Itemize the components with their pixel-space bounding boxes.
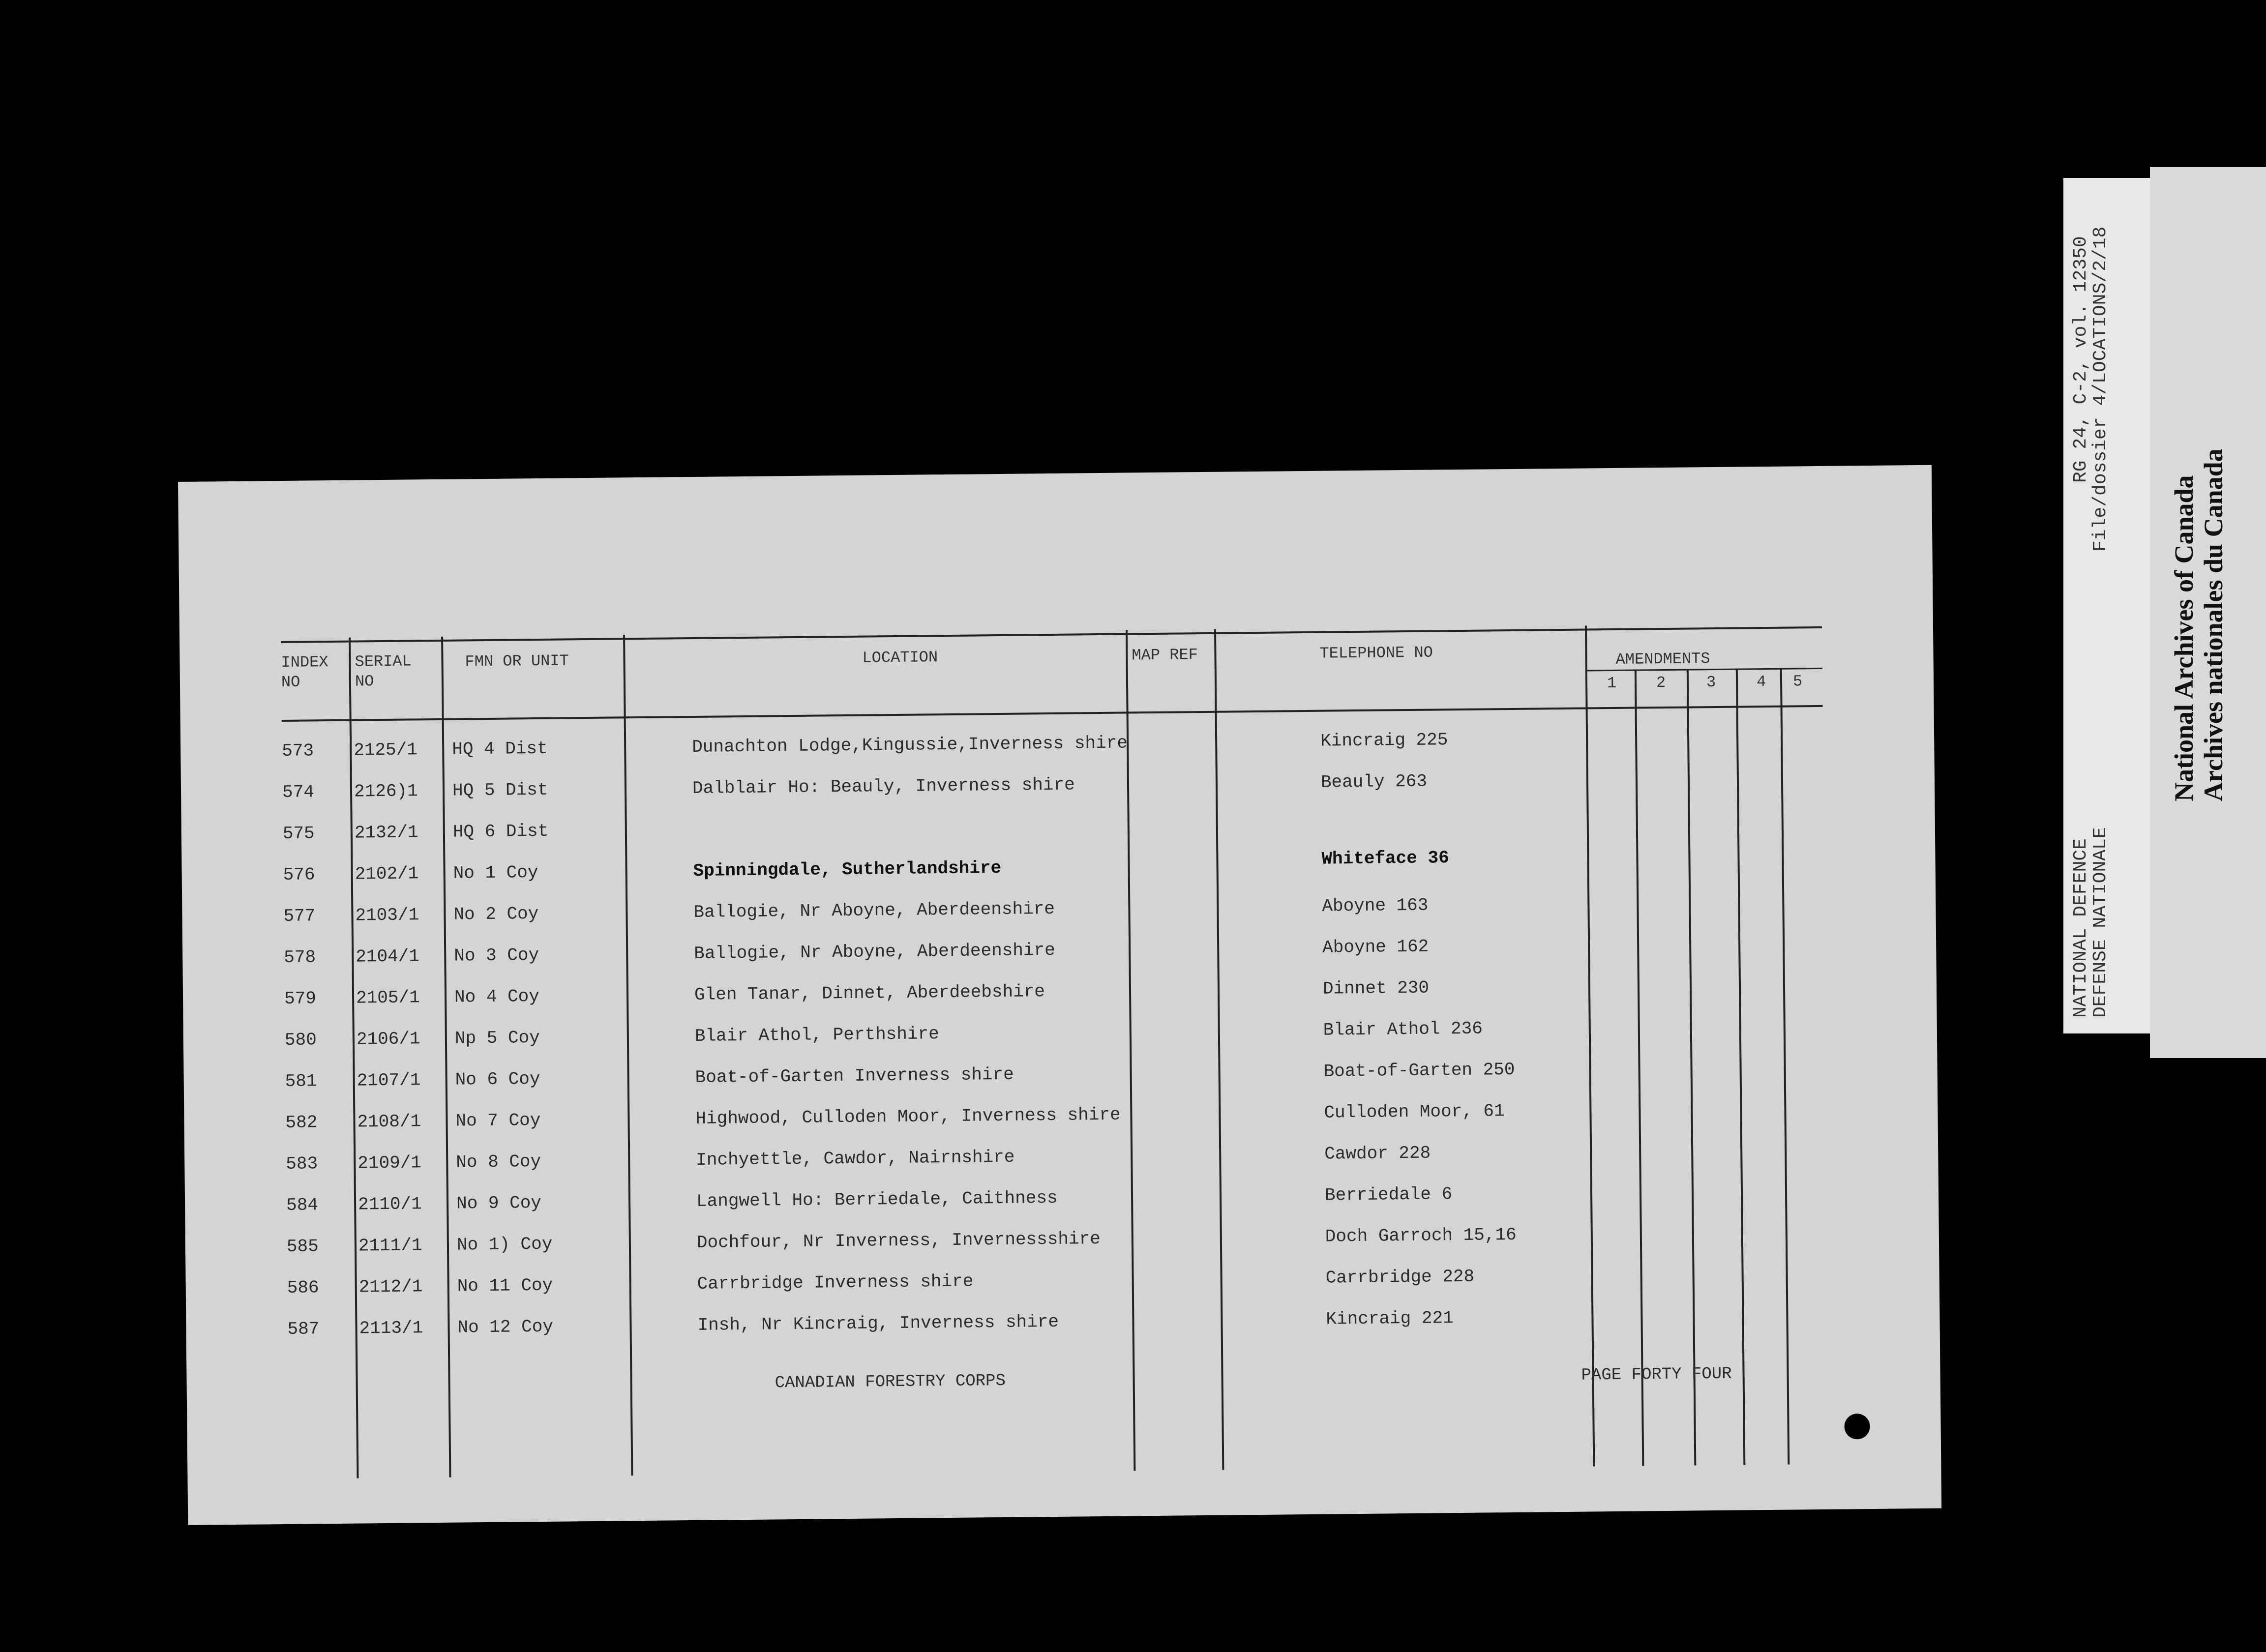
cell-location: Inchyettle, Cawdor, Nairnshire — [696, 1147, 1015, 1170]
cell-location: Spinningdale, Sutherlandshire — [693, 857, 1002, 881]
cell-telephone: Whiteface 36 — [1321, 848, 1449, 869]
cell-index: 573 — [282, 740, 314, 761]
cell-index: 580 — [284, 1030, 317, 1050]
cell-unit: No 6 Coy — [455, 1068, 540, 1090]
cell-index: 579 — [284, 988, 317, 1009]
amend-col-3: 3 — [1706, 673, 1716, 692]
cell-telephone: Kincraig 225 — [1320, 730, 1448, 751]
cell-location: Glen Tanar, Dinnet, Aberdeebshire — [694, 981, 1045, 1005]
archive-reference-label — [2063, 178, 2160, 1033]
cell-location: Ballogie, Nr Aboyne, Aberdeenshire — [694, 940, 1055, 964]
file-text: File/dossier 4/LOCATIONS/2/18 — [2090, 226, 2111, 552]
cell-location: Langwell Ho: Berriedale, Caithness — [696, 1187, 1058, 1211]
cell-telephone: Culloden Moor, 61 — [1324, 1101, 1505, 1123]
cell-serial: 2110/1 — [358, 1194, 422, 1215]
cell-index: 582 — [285, 1112, 318, 1133]
amend-col-4: 4 — [1756, 673, 1766, 691]
cell-serial: 2107/1 — [357, 1070, 421, 1091]
header-location: LOCATION — [862, 648, 938, 667]
header-serial-no: SERIAL NO — [355, 652, 412, 691]
cell-unit: No 12 Coy — [457, 1316, 554, 1338]
cell-index: 574 — [282, 782, 315, 802]
cell-serial: 2111/1 — [358, 1235, 422, 1256]
cell-location: Dalblair Ho: Beauly, Inverness shire — [692, 774, 1075, 798]
cell-serial: 2126)1 — [354, 781, 418, 802]
cell-unit: HQ 5 Dist — [452, 779, 548, 801]
cell-serial: 2132/1 — [354, 822, 418, 843]
cell-index: 586 — [287, 1277, 319, 1298]
cell-index: 575 — [282, 823, 315, 844]
cell-unit: No 1) Coy — [456, 1234, 553, 1255]
cell-index: 584 — [286, 1195, 319, 1215]
archives-fr-text: Archives nationales du Canada — [2199, 448, 2228, 801]
cell-index: 581 — [285, 1071, 317, 1092]
header-map-ref: MAP REF — [1132, 646, 1198, 665]
cell-location: Highwood, Culloden Moor, Inverness shire — [695, 1104, 1121, 1129]
cell-index: 585 — [286, 1236, 319, 1257]
header-telephone-no: TELEPHONE NO — [1319, 643, 1433, 663]
cell-unit: No 2 Coy — [453, 904, 539, 925]
cell-index: 587 — [287, 1319, 320, 1339]
cell-location: Insh, Nr Kincraig, Inverness shire — [697, 1311, 1059, 1335]
header-bottom-rule — [282, 705, 1823, 722]
cell-serial: 2103/1 — [355, 905, 419, 926]
cell-telephone: Kincraig 221 — [1326, 1308, 1454, 1329]
footer-page: PAGE FORTY FOUR — [1581, 1364, 1732, 1385]
cell-unit: No 8 Coy — [456, 1151, 541, 1173]
archives-en-text: National Archives of Canada — [2169, 475, 2199, 801]
cell-unit: No 7 Coy — [455, 1110, 541, 1131]
cell-serial: 2125/1 — [354, 739, 418, 761]
cell-serial: 2109/1 — [358, 1152, 422, 1174]
cell-index: 578 — [284, 947, 316, 968]
cell-unit: No 1 Coy — [453, 862, 538, 884]
reference-text: RG 24, C-2, vol. 12350 — [2070, 236, 2091, 483]
cell-unit: HQ 4 Dist — [452, 738, 548, 760]
archives-canada-label — [2150, 167, 2266, 1058]
cell-telephone: Cawdor 228 — [1324, 1143, 1431, 1164]
cell-serial: 2112/1 — [358, 1276, 423, 1298]
cell-serial: 2113/1 — [359, 1318, 423, 1339]
cell-location: Ballogie, Nr Aboyne, Aberdeenshire — [693, 898, 1055, 922]
header-index-no: INDEX NO — [281, 653, 328, 692]
header-amendments: AMENDMENTS — [1615, 649, 1710, 669]
cell-index: 583 — [286, 1153, 318, 1174]
cell-location: Dochfour, Nr Inverness, Invernessshire — [696, 1229, 1101, 1253]
cell-unit: Np 5 Coy — [454, 1027, 540, 1049]
cell-unit: No 9 Coy — [456, 1192, 542, 1214]
punch-hole — [1844, 1414, 1870, 1439]
cell-telephone: Aboyne 162 — [1322, 936, 1429, 958]
amend-col-1: 1 — [1607, 674, 1617, 693]
amend-col-5: 5 — [1792, 672, 1803, 691]
cell-unit: No 3 Coy — [454, 944, 539, 966]
footer-organization: CANADIAN FORESTRY CORPS — [775, 1371, 1006, 1393]
cell-telephone: Berriedale 6 — [1324, 1184, 1453, 1206]
cell-telephone: Blair Athol 236 — [1323, 1018, 1483, 1040]
cell-telephone: Beauly 263 — [1320, 771, 1428, 793]
cell-location: Boat-of-Garten Inverness shire — [695, 1064, 1014, 1088]
cell-index: 577 — [283, 906, 316, 926]
department-en-text: NATIONAL DEFENCE — [2070, 838, 2091, 1018]
cell-serial: 2108/1 — [357, 1111, 421, 1132]
cell-serial: 2102/1 — [355, 863, 419, 885]
cell-location: Dunachton Lodge,Kingussie,Inverness shire — [692, 733, 1128, 757]
header-fmn-unit: FMN OR UNIT — [465, 651, 569, 671]
cell-telephone: Aboyne 163 — [1322, 895, 1429, 916]
cell-telephone: Boat-of-Garten 250 — [1323, 1059, 1515, 1082]
cell-index: 576 — [283, 864, 315, 885]
cell-telephone: Doch Garroch 15,16 — [1325, 1224, 1517, 1247]
cell-location: Carrbridge Inverness shire — [697, 1271, 974, 1294]
cell-serial: 2104/1 — [356, 946, 420, 967]
cell-serial: 2106/1 — [356, 1029, 420, 1050]
cell-telephone: Dinnet 230 — [1322, 977, 1430, 999]
cell-unit: HQ 6 Dist — [452, 821, 549, 842]
cell-unit: No 4 Coy — [454, 986, 540, 1007]
amend-col-2: 2 — [1656, 673, 1666, 692]
header-top-rule — [281, 626, 1822, 643]
document-sheet — [178, 465, 1941, 1525]
department-fr-text: DEFENSE NATIONALE — [2090, 827, 2111, 1018]
cell-location: Blair Athol, Perthshire — [694, 1024, 939, 1046]
cell-telephone: Carrbridge 228 — [1325, 1266, 1475, 1288]
cell-serial: 2105/1 — [356, 987, 420, 1008]
cell-unit: No 11 Coy — [457, 1275, 553, 1297]
